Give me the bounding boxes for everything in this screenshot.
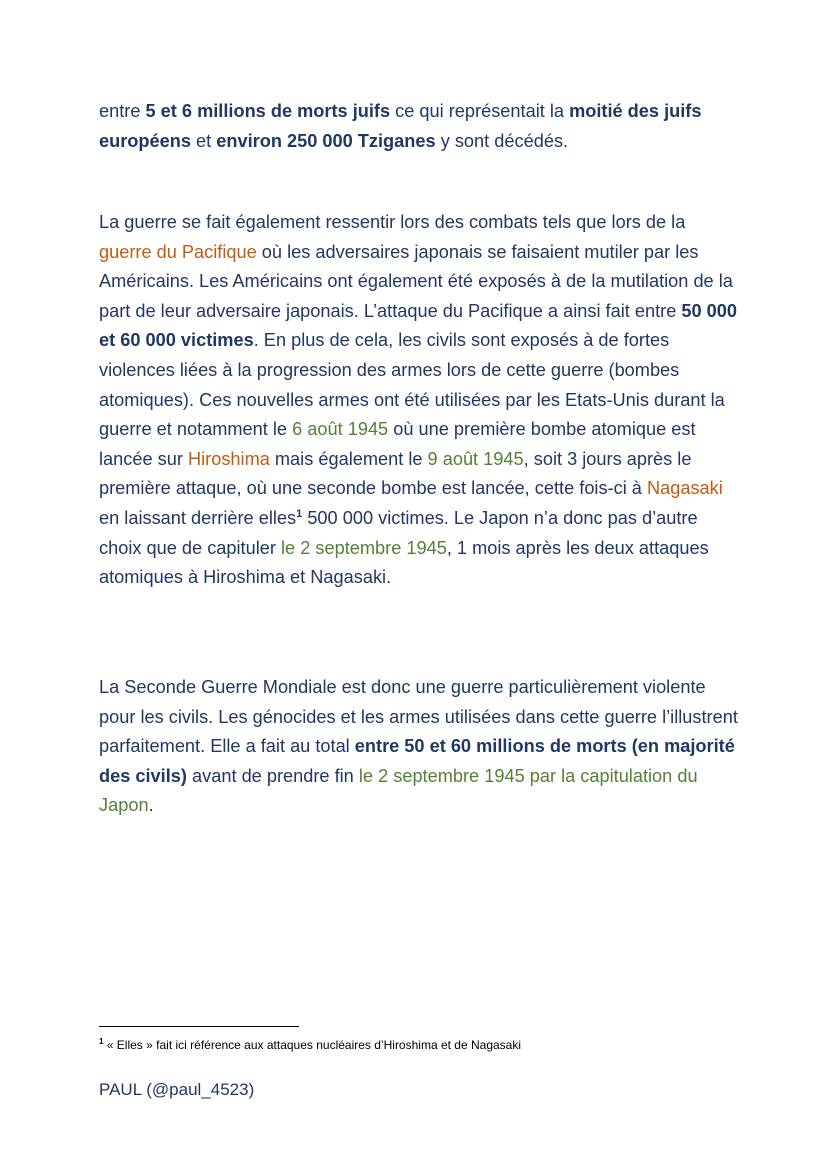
bold-figure-pacific-victims: 50 000 et 60 000 victimes (99, 300, 738, 351)
text-run: , 1 mois après les deux attaques atomiques à Hiroshima et Nagasaki. (99, 537, 709, 588)
paragraph-genocide-figures (99, 97, 739, 156)
text-run: 500 000 victimes. Le Japon n’a donc pas d’autre choix que de capituler (99, 507, 698, 558)
paragraph-pacific-war (99, 208, 739, 593)
text-run: entre (99, 101, 146, 121)
footnote-number: 1 (99, 1037, 104, 1046)
text-run: y sont décédés. (435, 130, 569, 151)
date-end-of-war: le 2 septembre 1945 par la capitulation du Japon (99, 765, 698, 816)
footnote-reference: 1 (296, 507, 303, 520)
bold-total-deaths: entre 50 et 60 millions de morts (en majorité des civils) (99, 736, 735, 786)
text-run: La Seconde Guerre Mondiale est donc une guerre particulièrement violente pour les civils. Les génocides et les armes utilisées dans cette guerre l’illustrent parfaitement. Elle a fait au total (99, 677, 738, 757)
text-run: . (148, 795, 154, 816)
place-nagasaki: Nagasaki (646, 478, 723, 499)
date-6-aout-1945: 6 août 1945 (292, 419, 389, 440)
bold-figure-jewish-deaths: 5 et 6 millions de morts juifs (145, 101, 391, 121)
text-run: mais également le (269, 448, 428, 469)
text-run: avant de prendre fin (186, 765, 359, 786)
text-run: La guerre se fait également ressentir lors des combats tels que lors de la (99, 212, 686, 232)
text-run: . En plus de cela, les civils sont exposés à de fortes violences liées à la progression des armes lors de cette guerre (bombes atomiques). Ces nouvelles armes ont été utilisées par les Etats-Unis durant la guerre et notamment le (99, 330, 725, 440)
text-run: ce qui représentait la (390, 101, 570, 121)
text-run: où une première bombe atomique est lancée sur (99, 419, 696, 469)
text-run: où les adversaires japonais se faisaient mutiler par les Américains. Les Américains ont également été exposés à de la mutilation de la part de leur adversaire japonais. L’attaque du Pacifique a ainsi fait entre (99, 241, 733, 321)
text-run: , soit 3 jours après le première attaque, où une seconde bombe est lancée, cette fois-ci à (99, 448, 692, 499)
place-guerre-du-pacifique: guerre du Pacifique (99, 241, 257, 262)
date-2-septembre-1945: le 2 septembre 1945 (281, 537, 447, 558)
footnote-separator (99, 1026, 299, 1027)
paragraph-conclusion (99, 673, 739, 821)
date-9-aout-1945: 9 août 1945 (427, 448, 524, 469)
author-signature: PAUL (@paul_4523) (99, 1080, 255, 1099)
place-hiroshima: Hiroshima (187, 448, 270, 469)
text-run: et (190, 130, 217, 151)
text-run: en laissant derrière elles (99, 507, 297, 528)
bold-half-european-jews: moitié des juifs européens (99, 101, 702, 151)
bold-figure-tziganes: environ 250 000 Tziganes (216, 130, 436, 151)
footnote (99, 1038, 521, 1052)
footnote-text: « Elles » fait ici référence aux attaques nucléaires d’Hiroshima et de Nagasaki (103, 1038, 522, 1052)
